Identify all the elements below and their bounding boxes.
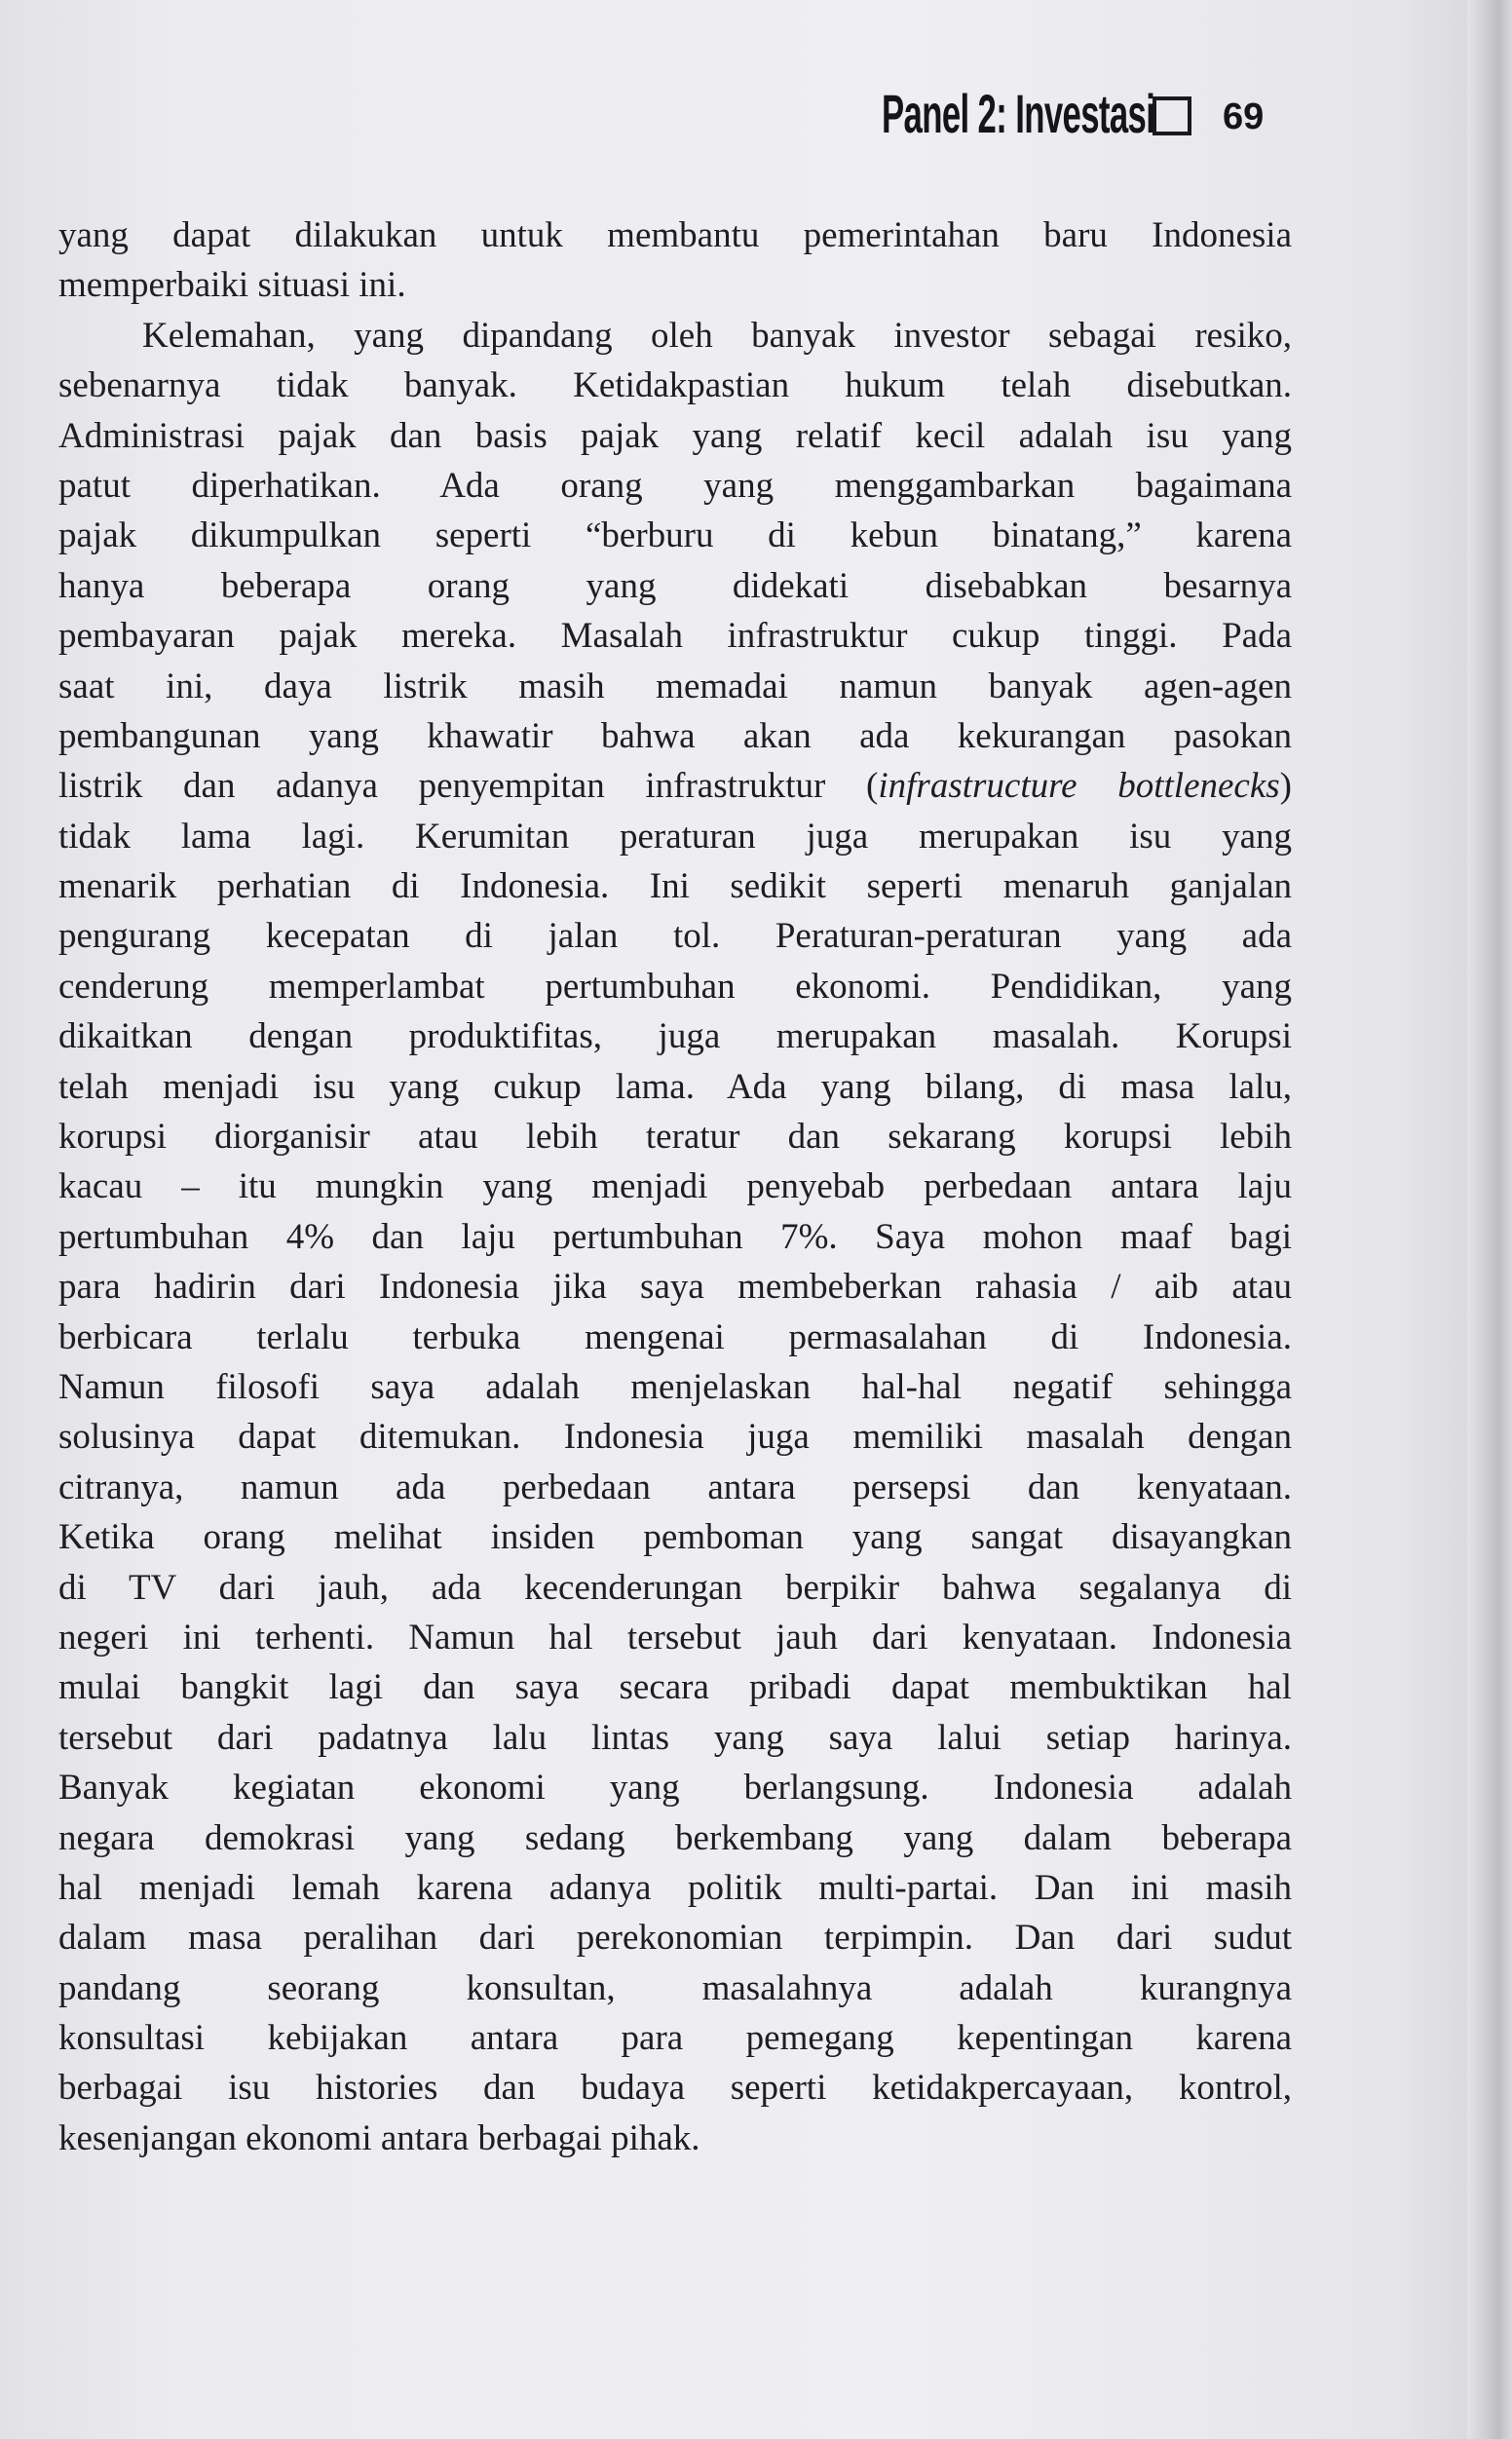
text-line: menarik perhatian di Indonesia. Ini sedikit seperti menaruh ganjalan: [58, 866, 1292, 907]
text-line: dalam masa peralihan dari perekonomian terpimpin. Dan dari sudut: [58, 1918, 1292, 1959]
text-line: Administrasi pajak dan basis pajak yang relatif kecil adalah isu yang: [58, 415, 1292, 456]
text-line: citranya, namun ada perbedaan antara persepsi dan kenyataan.: [58, 1467, 1292, 1507]
text-line: memperbaiki situasi ini.: [58, 265, 406, 306]
text-line-with-italic: listrik dan adanya penyempitan infrastruktur (infrastructure bottlenecks): [58, 766, 1292, 807]
text-line: pandang seorang konsultan, masalahnya adalah kurangnya: [58, 1967, 1292, 2008]
text-line: negeri ini terhenti. Namun hal tersebut jauh dari kenyataan. Indonesia: [58, 1617, 1292, 1658]
text-line: pajak dikumpulkan seperti “berburu di kebun binatang,” karena: [58, 515, 1292, 556]
page-number: 69: [1223, 95, 1265, 137]
text-line: berbagai isu histories dan budaya seperti ketidakpercayaan, kontrol,: [58, 2068, 1292, 2109]
text-line: patut diperhatikan. Ada orang yang menggambarkan bagaimana: [58, 465, 1292, 506]
text-segment: listrik dan adanya penyempitan infrastruktur: [58, 766, 826, 807]
text-line: konsultasi kebijakan antara para pemegang kepentingan karena: [58, 2018, 1292, 2059]
text-line: sebenarnya tidak banyak. Ketidakpastian hukum telah disebutkan.: [58, 365, 1292, 406]
text-line: yang dapat dilakukan untuk membantu pemerintahan baru Indonesia: [58, 215, 1292, 255]
text-line: pertumbuhan 4% dan laju pertumbuhan 7%. Saya mohon maaf bagi: [58, 1216, 1292, 1257]
page-edge-shadow: [1467, 0, 1512, 2439]
text-line: tersebut dari padatnya lalu lintas yang saya lalui setiap harinya.: [58, 1717, 1292, 1758]
text-line: pembayaran pajak mereka. Masalah infrastruktur cukup tinggi. Pada: [58, 616, 1292, 657]
text-line: para hadirin dari Indonesia jika saya membeberkan rahasia / aib atau: [58, 1267, 1292, 1308]
text-line: hal menjadi lemah karena adanya politik multi-partai. Dan ini masih: [58, 1867, 1292, 1908]
text-line: solusinya dapat ditemukan. Indonesia juga memiliki masalah dengan: [58, 1417, 1292, 1458]
running-head: [882, 74, 1264, 152]
text-line: di TV dari jauh, ada kecenderungan berpikir bahwa segalanya di: [58, 1567, 1292, 1608]
text-line: cenderung memperlambat pertumbuhan ekonomi. Pendidikan, yang: [58, 966, 1292, 1007]
text-line: Namun filosofi saya adalah menjelaskan hal-hal negatif sehingga: [58, 1366, 1292, 1407]
text-line: Kelemahan, yang dipandang oleh banyak investor sebagai resiko,: [142, 315, 1292, 356]
text-line: saat ini, daya listrik masih memadai namun banyak agen-agen: [58, 666, 1292, 706]
text-line: hanya beberapa orang yang didekati disebabkan besarnya: [58, 565, 1292, 606]
text-line: kacau – itu mungkin yang menjadi penyebab perbedaan antara laju: [58, 1166, 1292, 1207]
italic-term: infrastructure bottlenecks: [878, 766, 1280, 807]
text-line: Banyak kegiatan ekonomi yang berlangsung. Indonesia adalah: [58, 1768, 1292, 1809]
body-text: [58, 210, 1292, 2163]
text-line: pembangunan yang khawatir bahwa akan ada kekurangan pasokan: [58, 715, 1292, 756]
text-line: negara demokrasi yang sedang berkembang yang dalam beberapa: [58, 1817, 1292, 1858]
text-line: dikaitkan dengan produktifitas, juga merupakan masalah. Korupsi: [58, 1016, 1292, 1057]
square-outline-icon: [1153, 96, 1191, 135]
text-line: berbicara terlalu terbuka mengenai permasalahan di Indonesia.: [58, 1316, 1292, 1357]
text-line: kesenjangan ekonomi antara berbagai pihak.: [58, 2117, 700, 2158]
text-line: tidak lama lagi. Kerumitan peraturan juga merupakan isu yang: [58, 816, 1292, 857]
text-line: telah menjadi isu yang cukup lama. Ada yang bilang, di masa lalu,: [58, 1066, 1292, 1107]
text-line: pengurang kecepatan di jalan tol. Peraturan-peraturan yang ada: [58, 916, 1292, 957]
text-line: Ketika orang melihat insiden pemboman yang sangat disayangkan: [58, 1517, 1292, 1558]
text-line: mulai bangkit lagi dan saya secara pribadi dapat membuktikan hal: [58, 1667, 1292, 1708]
section-title: Panel 2: Investasi: [882, 82, 1155, 144]
text-line: korupsi diorganisir atau lebih teratur dan sekarang korupsi lebih: [58, 1117, 1292, 1158]
